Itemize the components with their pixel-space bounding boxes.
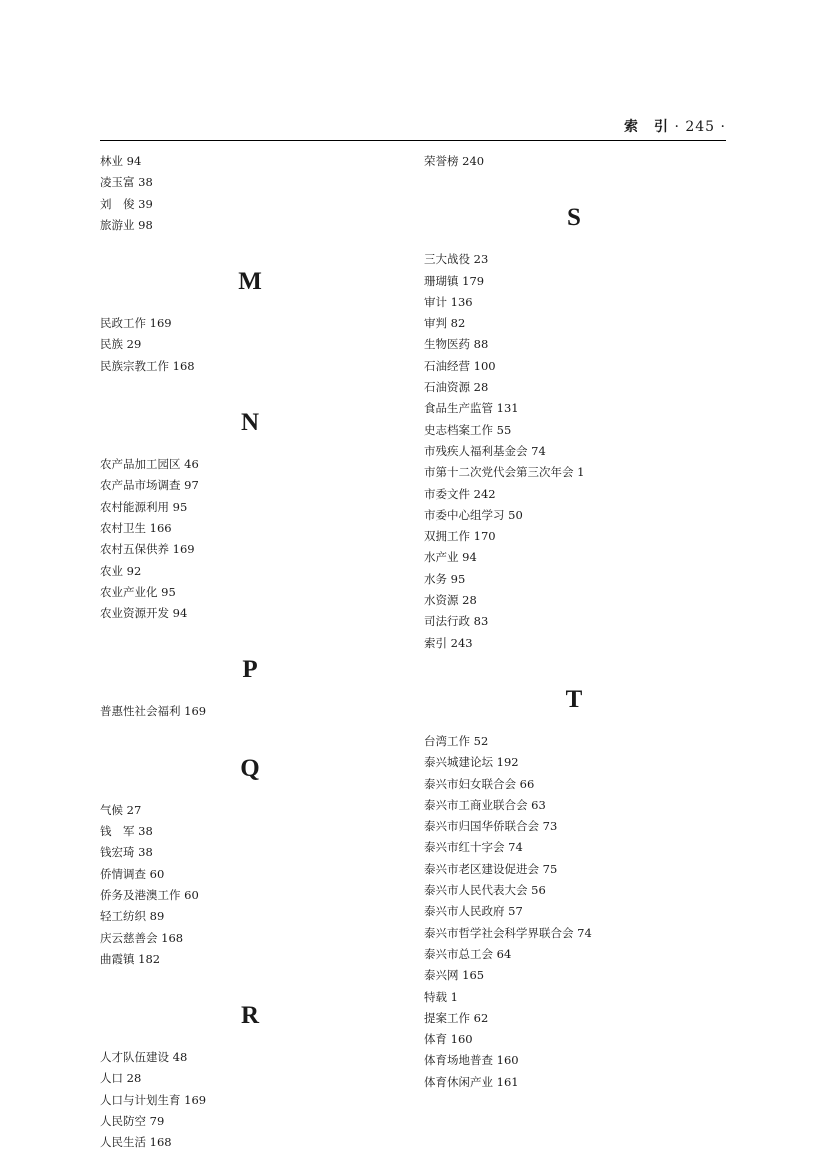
section-letter-p: P [242, 656, 258, 684]
index-entry: 民族 29 [100, 337, 142, 352]
index-entry: 林业 94 [100, 154, 142, 168]
index-entry: 体育 160 [424, 1032, 473, 1047]
index-entry: 农业资源开发 94 [100, 606, 188, 621]
index-entry: 生物医药 88 [424, 337, 489, 352]
letter-gap [100, 1033, 400, 1047]
letter-gap [424, 235, 724, 249]
index-entry: 珊瑚镇 179 [424, 273, 485, 288]
section-gap [424, 654, 724, 683]
index-entry: 双拥工作 170 [424, 529, 496, 544]
index-entry: 人口与计划生育 169 [100, 1092, 207, 1107]
section-gap [100, 236, 400, 265]
index-entry: 泰兴网 165 [424, 968, 485, 983]
index-entry: 市委文件 242 [424, 486, 496, 501]
index-entry: 农产品市场调查 97 [100, 478, 199, 493]
section-gap [100, 624, 400, 653]
index-entry: 农业产业化 95 [100, 584, 176, 599]
index-entry: 市残疾人福利基金会 74 [424, 443, 546, 458]
section-letter-n: N [240, 409, 260, 437]
index-entry: 侨情调查 60 [100, 866, 165, 881]
index-entry: 水资源 28 [424, 593, 477, 608]
index-entry: 农业 92 [100, 563, 142, 578]
index-entry: 石油资源 28 [424, 380, 489, 395]
index-entry: 凌玉富 38 [100, 175, 153, 190]
running-header [100, 118, 726, 136]
index-entry: 泰兴市工商业联合会 63 [424, 797, 546, 812]
index-entry: 荣誉榜 240 [424, 154, 485, 168]
index-entry: 轻工纺织 89 [100, 909, 165, 924]
index-entry: 民族宗教工作 168 [100, 358, 195, 373]
index-entry: 人口 28 [100, 1071, 142, 1086]
index-entry: 庆云慈善会 168 [100, 930, 184, 945]
index-entry: 农产品加工园区 46 [100, 457, 199, 472]
letter-gap [100, 299, 400, 313]
index-entry: 人才队伍建设 48 [100, 1050, 188, 1065]
section-gap [100, 723, 400, 752]
index-entry: 泰兴市人民代表大会 56 [424, 883, 546, 898]
letter-gap [100, 786, 400, 800]
letter-gap [424, 717, 724, 731]
header-rule [100, 140, 726, 141]
index-entry: 三大战役 23 [424, 252, 489, 267]
index-entry: 体育休闲产业 161 [424, 1074, 519, 1089]
index-entry: 刘 俊 39 [100, 196, 153, 211]
index-entry: 钱宏琦 38 [100, 845, 153, 860]
left-column [100, 151, 400, 1154]
section-letter-r: R [240, 1002, 260, 1030]
letter-gap [100, 687, 400, 701]
index-entry: 提案工作 62 [424, 1010, 489, 1025]
index-entry: 市委中心组学习 50 [424, 507, 523, 522]
index-entry: 特载 1 [424, 989, 458, 1004]
index-entry: 水务 95 [424, 571, 466, 586]
index-entry: 市第十二次党代会第三次年会 1 [424, 465, 585, 480]
index-entry: 泰兴市哲学社会科学界联合会 74 [424, 925, 592, 940]
index-entry: 审计 136 [424, 294, 473, 309]
index-entry: 石油经营 100 [424, 358, 496, 373]
index-entry: 索引 243 [424, 635, 473, 650]
index-entry: 台湾工作 52 [424, 733, 489, 748]
index-entry: 审判 82 [424, 316, 466, 331]
index-entry: 食品生产监管 131 [424, 401, 519, 416]
index-entry: 钱 军 38 [100, 824, 153, 839]
index-entry: 泰兴市人民政府 57 [424, 904, 523, 919]
index-entry: 泰兴城建论坛 192 [424, 755, 519, 770]
index-entry: 农村能源利用 95 [100, 499, 188, 514]
section-letter-s: S [567, 204, 581, 232]
index-entry: 侨务及港澳工作 60 [100, 887, 199, 902]
section-gap [424, 172, 724, 201]
index-entry: 水产业 94 [424, 550, 477, 565]
index-entry: 农村卫生 166 [100, 520, 172, 535]
section-gap [100, 970, 400, 999]
section-letter-m: M [238, 268, 262, 296]
index-entry: 体育场地普查 160 [424, 1053, 519, 1068]
section-gap [100, 377, 400, 406]
letter-gap [100, 440, 400, 454]
index-entry: 民政工作 169 [100, 316, 172, 331]
index-entry: 泰兴市归国华侨联合会 73 [424, 819, 558, 834]
index-entry: 旅游业 98 [100, 217, 153, 232]
index-entry: 曲霞镇 182 [100, 951, 161, 966]
index-entry: 人民防空 79 [100, 1114, 165, 1129]
section-letter-q: Q [240, 754, 260, 782]
index-entry: 司法行政 83 [424, 614, 489, 629]
index-entry: 普惠性社会福利 169 [100, 704, 207, 719]
index-entry: 史志档案工作 55 [424, 422, 512, 437]
section-letter-t: T [565, 685, 583, 713]
index-entry: 人民生活 168 [100, 1135, 172, 1150]
index-entry: 泰兴市老区建设促进会 75 [424, 861, 558, 876]
index-entry: 泰兴市红十字会 74 [424, 840, 523, 855]
index-entry: 泰兴市妇女联合会 66 [424, 776, 535, 791]
section-title: 索 引 [624, 119, 670, 135]
right-column [424, 151, 724, 1093]
index-entry: 气候 27 [100, 802, 142, 817]
index-entry: 泰兴市总工会 64 [424, 946, 512, 961]
page-number: · 245 · [674, 119, 726, 135]
index-entry: 农村五保供养 169 [100, 542, 195, 557]
